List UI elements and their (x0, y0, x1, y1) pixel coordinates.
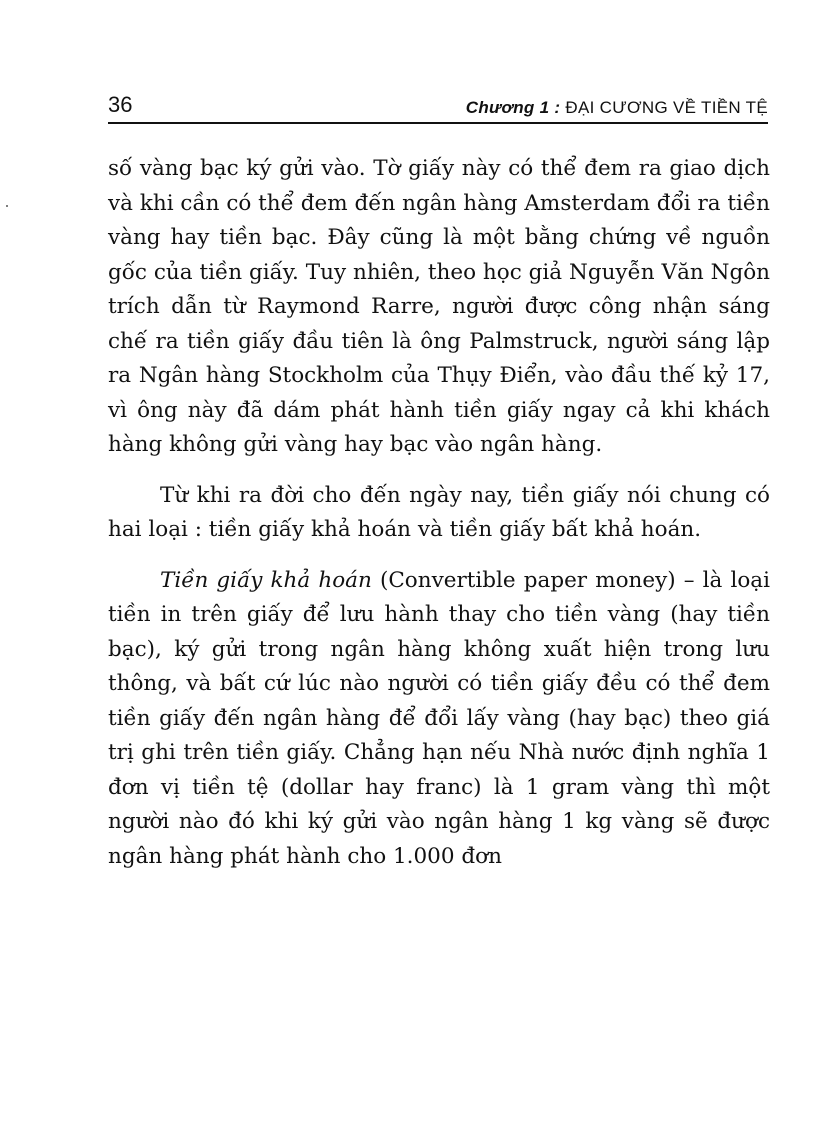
chapter-label: Chương 1 : (465, 98, 561, 117)
running-header (108, 88, 768, 124)
chapter-heading (466, 98, 768, 118)
chapter-title: ĐẠI CƯƠNG VỀ TIỀN TỆ (565, 98, 768, 117)
paragraph-2: Từ khi ra đời cho đến ngày nay, tiền giấy nói chung có hai loại : tiền giấy khả hoán và tiền giấy bất khả hoán. (108, 482, 770, 542)
paragraph-3-text: (Convertible paper money) – là loại tiền in trên giấy để lưu hành thay cho tiền vàng (hay tiền bạc), ký gửi trong ngân hàng không xuất hiện trong lưu thông, và bất cứ lúc nào người có tiền giấy đều có thể đem tiền giấy đến ngân hàng để đổi lấy vàng (hay bạc) theo giá trị ghi trên tiền giấy. Chẳng hạn nếu Nhà nước định nghĩa 1 đơn vị tiền tệ (dollar hay franc) là 1 gram vàng thì một người nào đó khi ký gửi vào ngân hàng 1 kg vàng sẽ được ngân hàng phát hành cho 1.000 đơn (108, 567, 771, 869)
page-number: 36 (108, 92, 133, 117)
paragraph-3 (108, 564, 770, 875)
scan-speck (6, 205, 8, 207)
paragraph-1: số vàng bạc ký gửi vào. Tờ giấy này có thể đem ra giao dịch và khi cần có thể đem đến ngân hàng Amsterdam đổi ra tiền vàng hay tiền bạc. Đây cũng là một bằng chứng về nguồn gốc của tiền giấy. Tuy nhiên, theo học giả Nguyễn Văn Ngôn trích dẫn từ Raymond Rarre, người được công nhận sáng chế ra tiền giấy đầu tiên là ông Palmstruck, người sáng lập ra Ngân hàng Stockholm của Thụy Điển, vào đầu thế kỷ 17, vì ông này đã dám phát hành tiền giấy ngay cả khi khách hàng không gửi vàng hay bạc vào ngân hàng. (108, 156, 770, 457)
term-convertible-paper-money: Tiền giấy khả hoán (160, 567, 372, 593)
body-text (108, 152, 770, 874)
